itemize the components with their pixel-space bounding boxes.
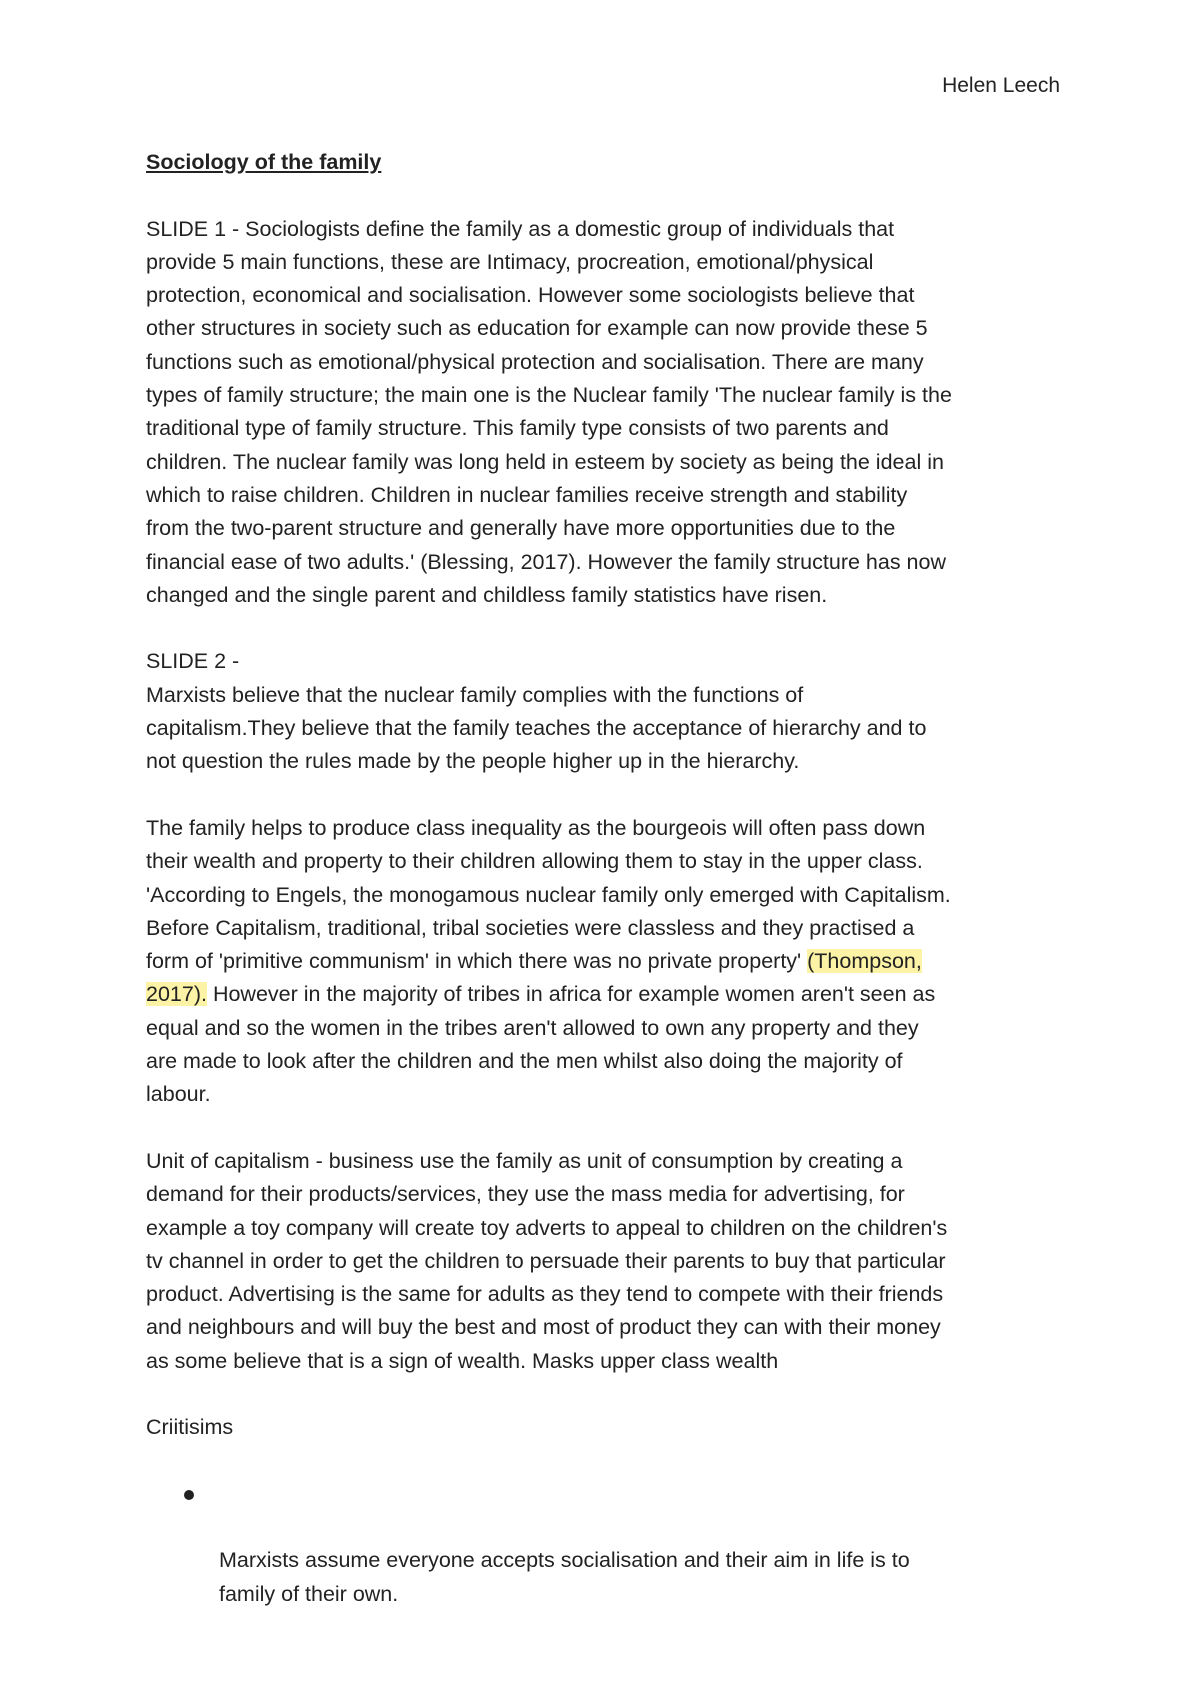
criticisms-list	[146, 1478, 1066, 1611]
class-inequality-text-continued: However in the majority of tribes in africa for example women aren't seen as equal and so the women in the tribes aren't allowed to own any property and they are made to look after the children and the men whilst also doing the majority of labour.	[146, 982, 936, 1107]
criticisms-heading: Criitisims	[146, 1415, 234, 1440]
spacer	[146, 1112, 1066, 1145]
bullet-icon	[184, 1490, 194, 1500]
spacer	[146, 179, 1066, 212]
document-title: Sociology of the family	[146, 150, 382, 174]
highlighted-citation: (Thompson, 2017).	[146, 949, 922, 1007]
spacer	[146, 779, 1066, 812]
slide-1-paragraph: SLIDE 1 - Sociologists define the family as a domestic group of individuals that provide 5 main functions, these are Intimacy, procreation, emotional/physical protection, economical and socialisation. However some sociologists believe that other structures in society such as education for example can now provide these 5 functions such as emotional/physical protection and socialisation. There are many types of family structure; the main one is the Nuclear family 'The nuclear family is the traditional type of family structure. This family type consists of two parents and children. The nuclear family was long held in esteem by society as being the ideal in which to raise children. Children in nuclear families receive strength and stability from the two-parent structure and generally have more opportunities due to the financial ease of two adults.' (Blessing, 2017). However the family structure has now changed and the single parent and childless family statistics have risen.	[146, 216, 952, 607]
spacer	[146, 612, 1066, 645]
spacer	[146, 1378, 1066, 1411]
class-inequality-paragraph	[146, 812, 1066, 1112]
spacer	[146, 1445, 1066, 1478]
unit-of-capitalism-paragraph: Unit of capitalism - business use the family as unit of consumption by creating a demand for their products/services, they use the mass media for advertising, for example a toy company will create toy adverts to appeal to children on the children's tv channel in order to get the children to persuade their parents to buy that particular product. Advertising is the same for adults as they tend to compete with their friends and neighbours and will buy the best and most of product they can with their money as some believe that is a sign of wealth. Masks upper class wealth	[146, 1148, 948, 1373]
slide-2-heading: SLIDE 2 -	[146, 649, 240, 674]
criticism-text: Marxists assume everyone accepts socialisation and their aim in life is to family of their own.	[219, 1548, 910, 1606]
class-inequality-text: The family helps to produce class inequality as the bourgeois will often pass down their wealth and property to their children allowing them to stay in the upper class. 'According to Engels, the monogamous nuclear family only emerged with Capitalism. Before Capitalism, traditional, tribal societies were classless and they practised a form of 'primitive communism' in which there was no private property'	[146, 815, 951, 974]
author-name: Helen Leech	[942, 74, 1060, 97]
slide-2-paragraph: Marxists believe that the nuclear family complies with the functions of capitalism.They believe that the family teaches the acceptance of hierarchy and to not question the rules made by the people higher up in the hierarchy.	[146, 682, 927, 774]
document-body	[146, 146, 1066, 1611]
criticism-item	[146, 1478, 1066, 1611]
